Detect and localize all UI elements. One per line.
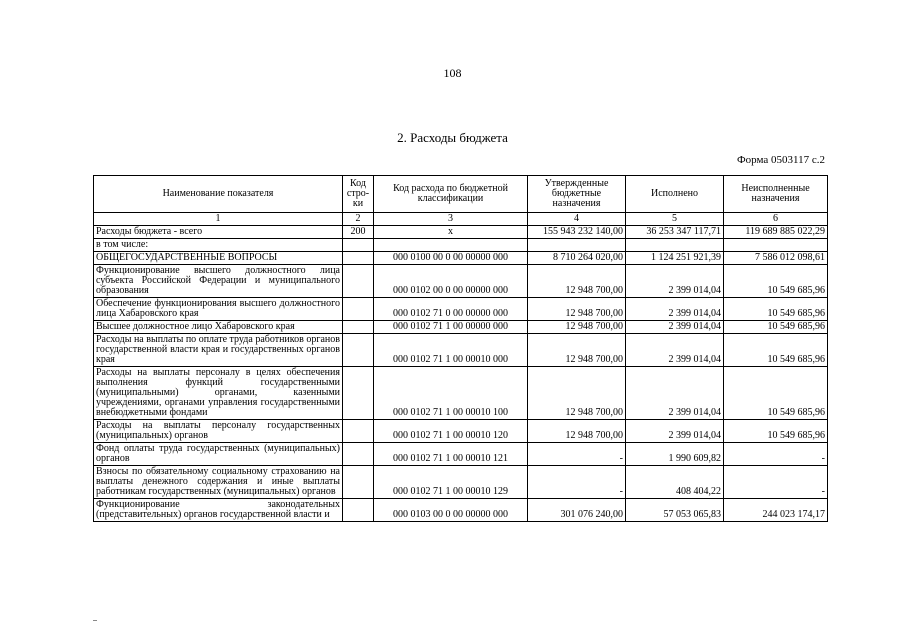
table-row [94, 298, 828, 321]
row-name: в том числе: [94, 239, 343, 252]
row-name: Взносы по обязательному социальному страхованию на выплаты денежного содержания и иные выплаты работникам государственных (муниципальных) органов [94, 466, 343, 499]
row-unexecuted [724, 239, 828, 252]
form-code: Форма 0503117 с.2 [736, 154, 825, 166]
row-line-code: 200 [343, 226, 374, 239]
row-line-code [343, 466, 374, 499]
row-unexecuted: - [724, 443, 828, 466]
row-name: Фонд оплаты труда государственных (муниципальных) органов [94, 443, 343, 466]
row-unexecuted: 10 549 685,96 [724, 321, 828, 334]
row-approved [528, 239, 626, 252]
row-name: Обеспечение функционирования высшего должностного лица Хабаровского края [94, 298, 343, 321]
header-class-code: Код расхода по бюджетной классификации [374, 176, 528, 213]
column-number: 5 [626, 213, 724, 226]
row-approved: 155 943 232 140,00 [528, 226, 626, 239]
row-executed: 408 404,22 [626, 466, 724, 499]
row-unexecuted: 10 549 685,96 [724, 367, 828, 420]
table-row [94, 466, 828, 499]
row-executed: 2 399 014,04 [626, 367, 724, 420]
table-row [94, 334, 828, 367]
table-row [94, 252, 828, 265]
row-approved: - [528, 443, 626, 466]
row-unexecuted: 10 549 685,96 [724, 265, 828, 298]
row-class-code: 000 0102 00 0 00 00000 000 [374, 265, 528, 298]
column-number: 2 [343, 213, 374, 226]
row-class-code: 000 0100 00 0 00 00000 000 [374, 252, 528, 265]
table-row [94, 420, 828, 443]
header-unexecuted: Неисполненные назначения [724, 176, 828, 213]
table-row [94, 265, 828, 298]
row-executed: 2 399 014,04 [626, 298, 724, 321]
row-unexecuted: 10 549 685,96 [724, 298, 828, 321]
row-approved: 301 076 240,00 [528, 499, 626, 522]
column-number: 3 [374, 213, 528, 226]
row-class-code: 000 0102 71 1 00 00010 120 [374, 420, 528, 443]
row-class-code: 000 0103 00 0 00 00000 000 [374, 499, 528, 522]
column-number-row [94, 213, 828, 226]
budget-expenses-table [93, 175, 828, 522]
row-name: Расходы на выплаты по оплате труда работников органов государственной власти края и государственных органов края [94, 334, 343, 367]
row-class-code [374, 239, 528, 252]
column-number: 1 [94, 213, 343, 226]
row-unexecuted: 119 689 885 022,29 [724, 226, 828, 239]
row-executed: 1 990 609,82 [626, 443, 724, 466]
row-name: Расходы бюджета - всего [94, 226, 343, 239]
row-approved: 12 948 700,00 [528, 298, 626, 321]
row-line-code [343, 499, 374, 522]
header-name: Наименование показателя [94, 176, 343, 213]
row-name: Расходы на выплаты персоналу в целях обеспечения выполнения функций государственными (муниципальными) органами, казенными учреждениями, органами управления государственными внебюджетными фондами [94, 367, 343, 420]
row-unexecuted: 7 586 012 098,61 [724, 252, 828, 265]
row-line-code [343, 367, 374, 420]
row-unexecuted: 10 549 685,96 [724, 420, 828, 443]
table-row [94, 367, 828, 420]
table-header-row [94, 176, 828, 213]
row-line-code [343, 265, 374, 298]
header-approved: Утвержденные бюджетные назначения [528, 176, 626, 213]
column-number: 4 [528, 213, 626, 226]
row-executed: 36 253 347 117,71 [626, 226, 724, 239]
row-class-code: 000 0102 71 1 00 00010 129 [374, 466, 528, 499]
table-row [94, 443, 828, 466]
table-row [94, 499, 828, 522]
row-unexecuted: 10 549 685,96 [724, 334, 828, 367]
row-class-code: 000 0102 71 1 00 00010 100 [374, 367, 528, 420]
header-executed: Исполнено [626, 176, 724, 213]
row-executed: 1 124 251 921,39 [626, 252, 724, 265]
table-body [94, 226, 828, 522]
row-class-code: 000 0102 71 1 00 00000 000 [374, 321, 528, 334]
page-mark [93, 620, 97, 621]
row-line-code [343, 239, 374, 252]
section-title: 2. Расходы бюджета [397, 130, 508, 145]
row-approved: 12 948 700,00 [528, 334, 626, 367]
row-class-code: 000 0102 71 1 00 00010 000 [374, 334, 528, 367]
row-approved: 8 710 264 020,00 [528, 252, 626, 265]
row-name: Высшее должностное лицо Хабаровского края [94, 321, 343, 334]
row-executed: 2 399 014,04 [626, 321, 724, 334]
header-line-code: Код стро-ки [343, 176, 374, 213]
row-executed [626, 239, 724, 252]
row-line-code [343, 298, 374, 321]
row-executed: 2 399 014,04 [626, 334, 724, 367]
row-name: Функционирование высшего должностного лица субъекта Российской Федерации и муниципального образования [94, 265, 343, 298]
row-line-code [343, 252, 374, 265]
row-name: ОБЩЕГОСУДАРСТВЕННЫЕ ВОПРОСЫ [94, 252, 343, 265]
row-line-code [343, 443, 374, 466]
column-number: 6 [724, 213, 828, 226]
row-unexecuted: 244 023 174,17 [724, 499, 828, 522]
row-executed: 2 399 014,04 [626, 265, 724, 298]
row-class-code: x [374, 226, 528, 239]
row-name: Расходы на выплаты персоналу государственных (муниципальных) органов [94, 420, 343, 443]
table-row [94, 226, 828, 239]
row-class-code: 000 0102 71 0 00 00000 000 [374, 298, 528, 321]
row-unexecuted: - [724, 466, 828, 499]
row-approved: - [528, 466, 626, 499]
row-approved: 12 948 700,00 [528, 420, 626, 443]
row-line-code [343, 420, 374, 443]
row-executed: 57 053 065,83 [626, 499, 724, 522]
row-class-code: 000 0102 71 1 00 00010 121 [374, 443, 528, 466]
table-row [94, 239, 828, 252]
row-approved: 12 948 700,00 [528, 367, 626, 420]
row-line-code [343, 334, 374, 367]
table-row [94, 321, 828, 334]
row-line-code [343, 321, 374, 334]
row-executed: 2 399 014,04 [626, 420, 724, 443]
page-number: 108 [443, 66, 462, 80]
row-approved: 12 948 700,00 [528, 265, 626, 298]
row-approved: 12 948 700,00 [528, 321, 626, 334]
row-name: Функционирование законодательных (представительных) органов государственной власти и [94, 499, 343, 522]
